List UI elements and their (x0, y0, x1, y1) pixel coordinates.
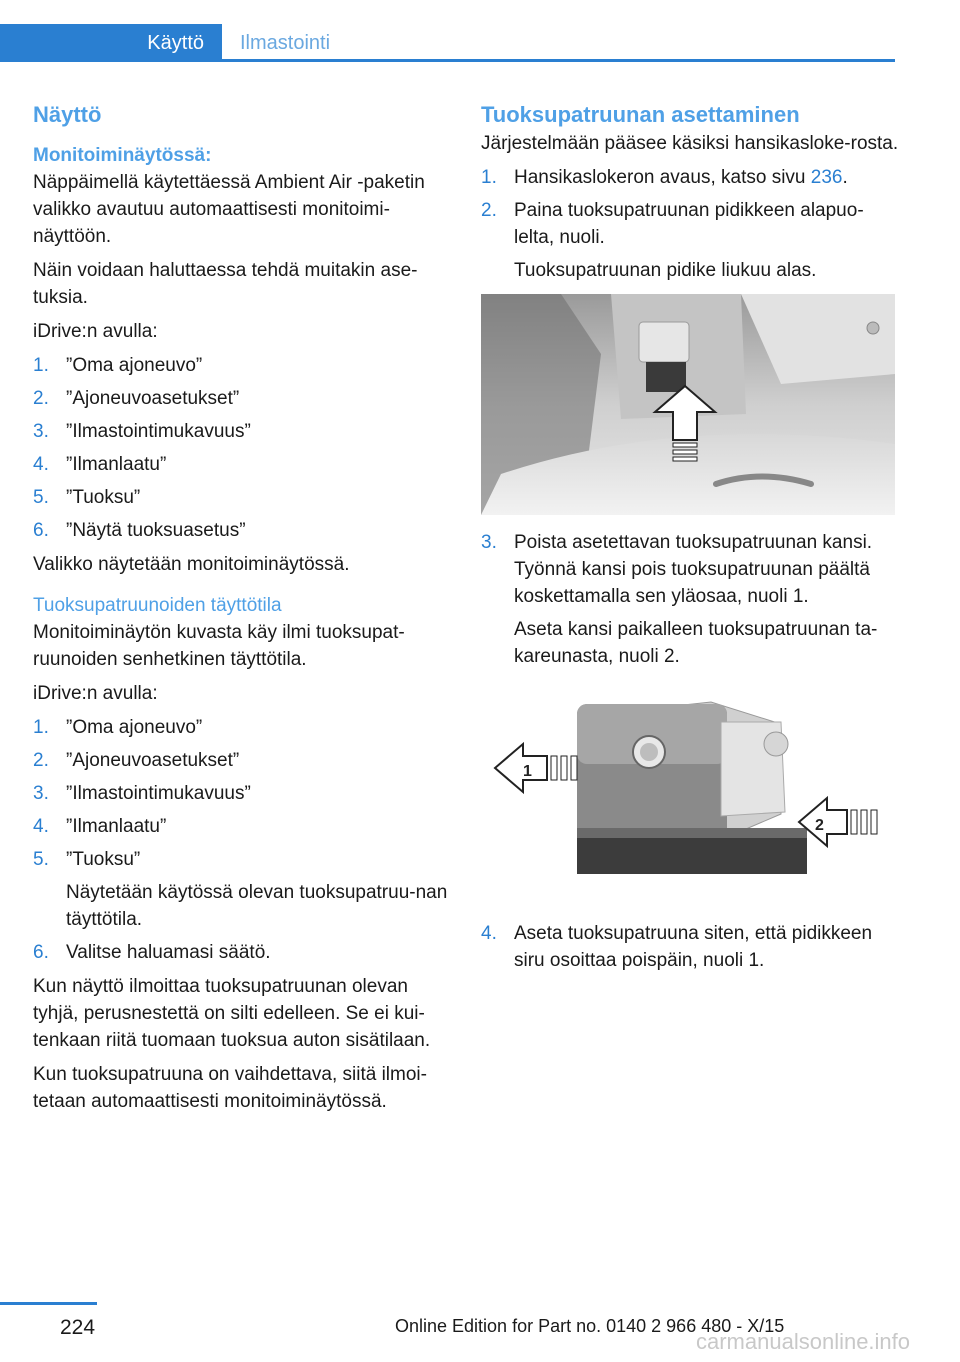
list-item: 1. ”Oma ajoneuvo” (33, 717, 203, 738)
paragraph: Kun tuoksupatruuna on vaihdettava, siitä ilmoi-tetaan automaattisesti monitoiminäytössä. (33, 1064, 427, 1112)
list-item: 4. ”Ilmanlaatu” (33, 454, 167, 475)
left-column (33, 100, 453, 1122)
list-item: 3. ”Ilmastointimukavuus” (33, 421, 251, 442)
list-item: 4. ”Ilmanlaatu” (33, 816, 167, 837)
menu-path-list (33, 352, 453, 544)
tab-kaytto[interactable]: Käyttö (0, 24, 222, 62)
paragraph: Järjestelmään pääsee käsiksi hansikasloke-rosta. (481, 133, 899, 154)
list-item: 2. ”Ajoneuvoasetukset” (33, 388, 240, 409)
list-item: 5. ”Tuoksu” Näytetään käytössä olevan tuoksupatruu-nan täyttötila. (33, 849, 448, 930)
page-header (0, 24, 895, 62)
cartridge-cover-image (481, 694, 895, 894)
header-rule (0, 59, 895, 62)
tab-ilmastointi[interactable]: Ilmastointi (240, 32, 331, 54)
list-item: 5. ”Tuoksu” (33, 487, 141, 508)
edition-text: Online Edition for Part no. 0140 2 966 480 - X/15 (395, 1316, 785, 1336)
list-item: 3. ”Ilmastointimukavuus” (33, 783, 251, 804)
subheading-taytotila: Tuoksupatruunoiden täyttötila (33, 595, 282, 616)
footer-rule (0, 1302, 97, 1305)
list-item: 6. Valitse haluamasi säätö. (33, 942, 271, 963)
paragraph: Näppäimellä käytettäessä Ambient Air -paketin valikko avautuu automaattisesti monitoimi-näyttöön. (33, 172, 425, 247)
glovebox-holder-image (481, 294, 895, 515)
paragraph: Näin voidaan haluttaessa tehdä muitakin ase-tuksia. (33, 260, 418, 308)
arrow-1-label: 1 (523, 763, 532, 780)
menu-path-list (33, 714, 453, 966)
arrow-2-label: 2 (815, 817, 824, 834)
list-item: 6. ”Näytä tuoksuasetus” (33, 520, 246, 541)
step-4: 4. Aseta tuoksupatruuna siten, että pidikkeen siru osoittaa poispäin, nuoli 1. (481, 923, 873, 971)
paragraph: iDrive:n avulla: (33, 321, 158, 342)
step-2: 2. Paina tuoksupatruunan pidikkeen alapuo-lelta, nuoli. Tuoksupatruunan pidike liukuu alas. (481, 200, 864, 281)
right-column (481, 100, 901, 980)
paragraph: Kun näyttö ilmoittaa tuoksupatruunan olevan tyhjä, perusnestettä on silti edelleen. Se ei kui-tenkaan riitä tuomaan tuoksua auton sisätilaan. (33, 976, 431, 1051)
page-number: 224 (60, 1316, 96, 1339)
section-title-asettaminen: Tuoksupatruunan asettaminen (481, 102, 800, 127)
step-3: 3. Poista asetettavan tuoksupatruunan kansi. Työnnä kansi pois tuoksupatruunan päältä koskettamalla sen yläosaa, nuoli 1. Aseta kansi paikalleen tuoksupatruunan ta-kareunasta, nuoli 2. (481, 532, 878, 667)
paragraph: iDrive:n avulla: (33, 683, 158, 704)
page-link[interactable]: 236 (810, 167, 843, 188)
list-item: 1. ”Oma ajoneuvo” (33, 355, 203, 376)
subheading-monitoiminaytossa: Monitoiminäytössä: (33, 145, 212, 166)
watermark: carmanualsonline.info (696, 1329, 911, 1354)
step-1: 1. Hansikaslokeron avaus, katso sivu 236. (481, 167, 848, 188)
section-title-naytto: Näyttö (33, 102, 102, 127)
list-item: 2. ”Ajoneuvoasetukset” (33, 750, 240, 771)
paragraph: Valikko näytetään monitoiminäytössä. (33, 554, 350, 575)
paragraph: Monitoiminäytön kuvasta käy ilmi tuoksupat-ruunoiden senhetkinen täyttötila. (33, 622, 405, 670)
